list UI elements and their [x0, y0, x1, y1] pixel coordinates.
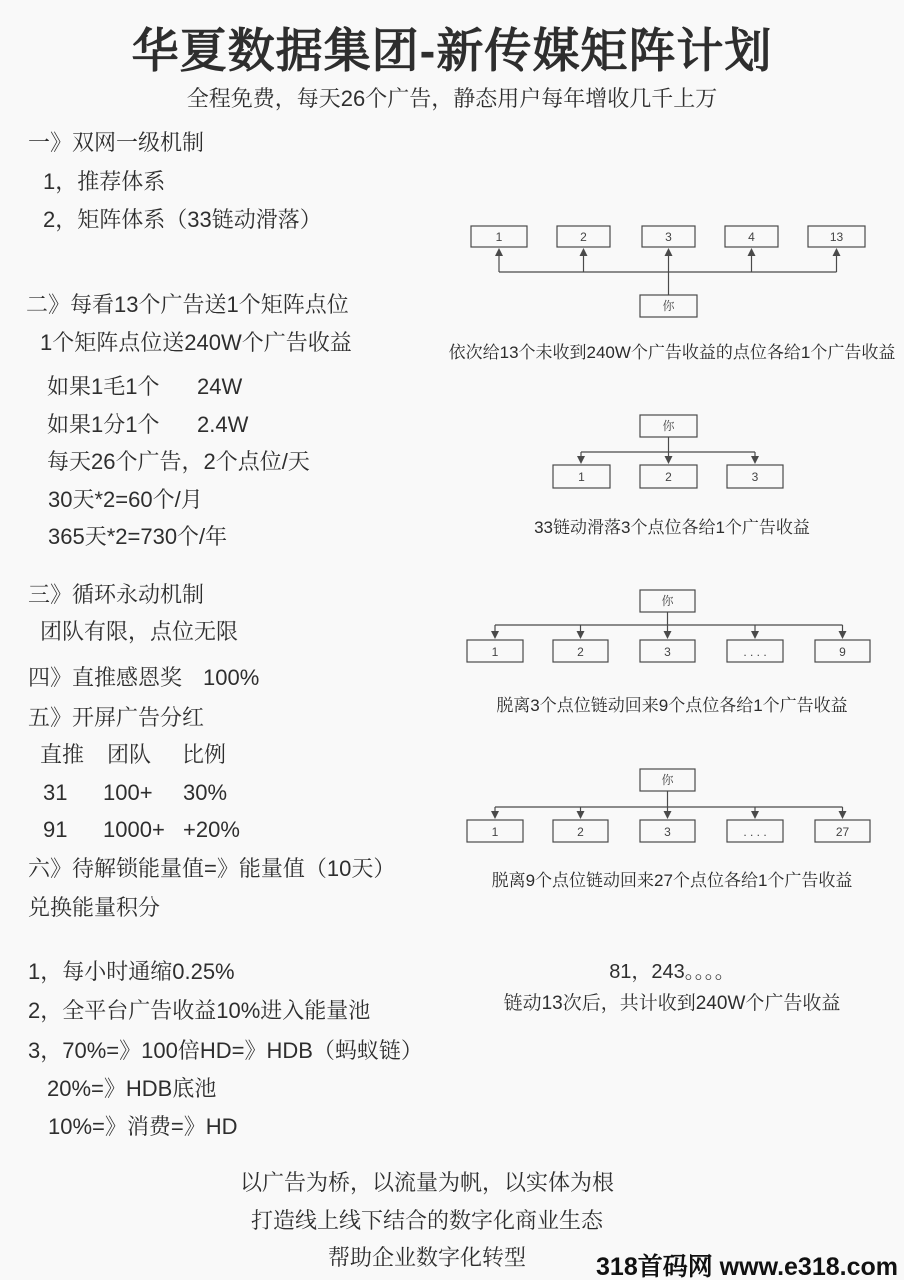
section2-heading: 二》每看13个广告送1个矩阵点位	[26, 292, 349, 317]
section1-item1: 1，推荐体系	[43, 169, 166, 194]
section4-heading	[28, 664, 259, 692]
node-label: 9	[839, 645, 846, 659]
arrow-down-icon	[664, 631, 672, 639]
dividend-table-row	[43, 779, 227, 807]
calc-line-3: 每天26个广告，2个点位/天	[47, 449, 310, 474]
page-subtitle: 全程免费，每天26个广告，静态用户每年增收几千上万	[186, 86, 718, 111]
th-team: 团队	[107, 742, 152, 767]
node-label: 1	[495, 230, 503, 244]
row1-ratio: 30%	[183, 780, 228, 805]
node-label: 13	[829, 230, 844, 244]
diagram2-caption: 33链动滑落3个点位各给1个广告收益	[534, 518, 810, 537]
arrow-down-icon	[665, 456, 673, 464]
note-line-3: 3，70%=》100倍HD=》HDB（蚂蚁链）	[28, 1038, 423, 1063]
you-label: 你	[662, 419, 675, 433]
section2-sub: 1个矩阵点位送240W个广告收益	[40, 330, 352, 355]
diagram-slide-3	[460, 410, 870, 492]
row2-team: 1000+	[103, 817, 165, 842]
node-label: 2	[580, 230, 587, 244]
section1-heading: 一》双网一级机制	[28, 130, 205, 155]
arrow-up-icon	[495, 248, 503, 256]
summary-total: 链动13次后，共计收到240W个广告收益	[503, 993, 841, 1014]
dividend-table-header	[40, 741, 226, 769]
arrow-up-icon	[580, 248, 588, 256]
arrow-down-icon	[577, 811, 585, 819]
section1-item2: 2，矩阵体系（33链动滑落）	[43, 207, 322, 232]
diagram4-caption: 脱离9个点位链动回来27个点位各给1个广告收益	[491, 871, 853, 890]
you-label: 你	[661, 773, 674, 787]
arrow-down-icon	[751, 811, 759, 819]
calc2-value: 2.4W	[197, 412, 249, 437]
node-label: 3	[664, 645, 671, 659]
node-label: 1	[491, 825, 499, 839]
note-line-3b: 10%=》消费=》HD	[48, 1114, 238, 1139]
th-direct: 直推	[40, 742, 85, 767]
summary-sequence: 81，243。。。。	[609, 961, 735, 983]
node-label: 2	[577, 645, 584, 659]
watermark: 318首码网 www.e318.com	[596, 1253, 898, 1280]
section4-label: 四》直推感恩奖	[28, 665, 183, 690]
arrow-down-icon	[577, 456, 585, 464]
node-label: . . . .	[743, 645, 767, 659]
section5-heading: 五》开屏广告分红	[28, 705, 205, 730]
calc-line-1	[47, 373, 242, 401]
footer-slogan-1: 以广告为桥，以流量为帆，以实体为根	[239, 1170, 614, 1195]
dividend-table-row	[43, 816, 240, 844]
diagram-upline-payout	[460, 220, 870, 322]
you-label: 你	[662, 299, 675, 313]
row1-direct: 31	[43, 780, 68, 805]
row2-ratio: +20%	[183, 817, 240, 842]
note-line-2: 2，全平台广告收益10%进入能量池	[28, 998, 371, 1023]
node-label: 1	[491, 645, 499, 659]
node-label: 3	[665, 230, 672, 244]
node-label: 27	[835, 825, 850, 839]
arrow-up-icon	[833, 248, 841, 256]
section6-heading: 六》待解锁能量值=》能量值（10天）	[28, 856, 396, 881]
you-label: 你	[661, 594, 674, 608]
section6-sub: 兑换能量积分	[28, 895, 161, 920]
node-label: 3	[751, 470, 759, 484]
section3-heading: 三》循环永动机制	[28, 582, 205, 607]
calc-line-5: 365天*2=730个/年	[48, 524, 228, 549]
row1-team: 100+	[103, 780, 153, 805]
node-label: 2	[665, 470, 672, 484]
calc1-label: 如果1毛1个	[47, 374, 160, 399]
arrow-up-icon	[748, 248, 756, 256]
footer-slogan-3: 帮助企业数字化转型	[327, 1245, 526, 1270]
calc-line-4: 30天*2=60个/月	[48, 487, 203, 512]
note-line-3a: 20%=》HDB底池	[47, 1076, 217, 1101]
diagram3-caption: 脱离3个点位链动回来9个点位各给1个广告收益	[496, 696, 848, 715]
row2-direct: 91	[43, 817, 68, 842]
page-title: 华夏数据集团-新传媒矩阵计划	[131, 24, 773, 77]
arrow-down-icon	[491, 811, 499, 819]
node-label: 2	[577, 825, 584, 839]
calc-line-2	[47, 411, 248, 439]
arrow-down-icon	[664, 811, 672, 819]
section4-value: 100%	[203, 665, 260, 690]
node-label: 1	[578, 470, 585, 484]
arrow-down-icon	[839, 811, 847, 819]
diagram-return-9	[455, 585, 880, 665]
arrow-up-icon	[665, 248, 673, 256]
arrow-down-icon	[839, 631, 847, 639]
section3-sub: 团队有限，点位无限	[40, 619, 239, 644]
node-label: 4	[748, 230, 755, 244]
arrow-down-icon	[751, 631, 759, 639]
footer-slogan-2: 打造线上线下结合的数字化商业生态	[250, 1208, 603, 1233]
th-ratio: 比例	[182, 742, 227, 767]
diagram-return-27	[455, 765, 880, 845]
note-line-1: 1，每小时通缩0.25%	[28, 959, 235, 984]
node-label: 3	[664, 825, 671, 839]
calc2-label: 如果1分1个	[47, 412, 160, 437]
arrow-down-icon	[751, 456, 759, 464]
diagram1-caption: 依次给13个未收到240W个广告收益的点位各给1个广告收益	[448, 343, 896, 362]
arrow-down-icon	[577, 631, 585, 639]
arrow-down-icon	[491, 631, 499, 639]
calc1-value: 24W	[197, 374, 243, 399]
node-label: . . . .	[743, 825, 767, 839]
